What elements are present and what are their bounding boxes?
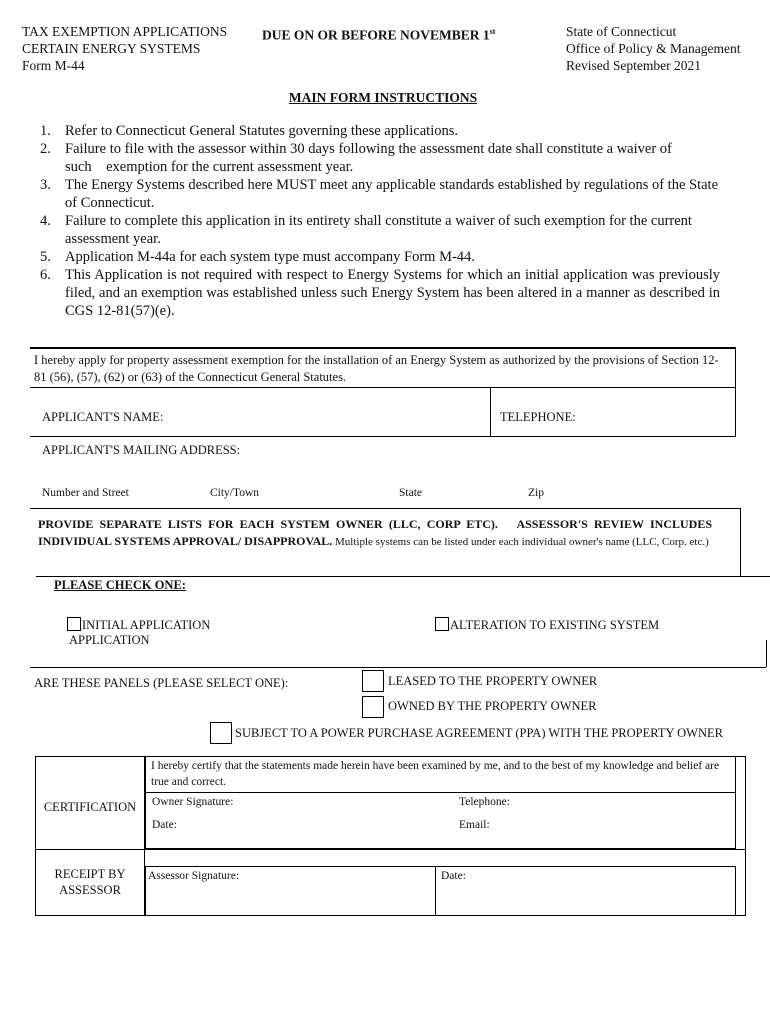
leased-label: LEASED TO THE PROPERTY OWNER [388,674,598,688]
alteration-checkbox[interactable] [435,617,449,631]
telephone-field[interactable]: TELEPHONE: [500,410,576,424]
state-label: State [399,487,422,499]
section-divider [30,508,740,509]
section-divider [30,347,736,349]
instruction-item: 1. Refer to Connecticut General Statutes governing these applications. [40,123,458,139]
section-divider [30,667,766,668]
owner-email-field[interactable]: Email: [459,819,490,831]
form-number: Form M-44 [22,58,85,73]
section-divider [36,576,770,577]
table-divider [35,849,746,850]
instruction-item: 6. This Application is not required with respect to Energy Systems for which an initial application was previously filed, and an exemption was established unless such Energy System has been altered in a manner as described in CGS 12-81(57)(e). [40,267,720,319]
owned-checkbox[interactable] [362,696,384,718]
check-one-label: PLEASE CHECK ONE: [54,578,186,592]
alteration-label: ALTERATION TO EXISTING SYSTEM [450,618,660,632]
application-statement: I hereby apply for property assessment exemption for the installation of an Energy System as authorized by the provisions of Section 12-81 (56), (57), (62) or (63) of the Connecticut General Statutes. [34,353,719,384]
instruction-item: 2. Failure to file with the assessor within 30 days following the assessment date shall constitute a waiver of such exemption for the current assessment year. [40,141,672,175]
receipt-label: RECEIPT BY ASSESSOR [54,867,126,897]
form-header-left [22,23,227,74]
certification-statement: I hereby certify that the statements made herein have been examined by me, and to the best of my knowledge and belief are true and correct. [151,760,720,788]
agency-office: Office of Policy & Management [566,41,741,56]
certification-label: CERTIFICATION [43,800,137,814]
owner-list-instruction: PROVIDE SEPARATE LISTS FOR EACH SYSTEM OWNER (LLC, CORP ETC). ASSESSOR'S REVIEW INCLUDES INDIVIDUAL SYSTEMS APPROVAL/ DISAPPROVAL. Multiple systems can be listed under each individual owner's name (LLC, Corp. etc.) [38,517,712,548]
instructions-list [40,122,720,320]
section-divider [30,436,736,437]
ppa-checkbox[interactable] [210,722,232,744]
revision-date: Revised September 2021 [566,58,701,73]
instructions-title: MAIN FORM INSTRUCTIONS [288,90,478,105]
mailing-address-field[interactable]: APPLICANT'S MAILING ADDRESS: [42,443,241,457]
applicant-name-field[interactable]: APPLICANT'S NAME: [42,410,164,424]
form-subcategory: CERTAIN ENERGY SYSTEMS [22,41,201,56]
form-header-right [566,23,740,74]
leased-checkbox[interactable] [362,670,384,692]
form-border [735,387,736,437]
initial-application-label: INITIAL APPLICATION [82,618,211,632]
agency-state: State of Connecticut [566,24,677,39]
number-street-label: Number and Street [42,487,129,499]
form-border [740,508,741,576]
instruction-item: 3. The Energy Systems described here MUST meet any applicable standards established by regulations of the State of Connecticut. [40,177,719,211]
form-border [766,640,767,667]
form-border [735,347,736,387]
owner-date-field[interactable]: Date: [152,819,177,831]
city-town-label: City/Town [210,487,260,499]
table-divider [145,792,736,793]
section-divider [30,387,736,388]
zip-label: Zip [528,487,544,499]
table-divider [435,866,436,916]
panels-question: ARE THESE PANELS (PLEASE SELECT ONE): [34,676,289,690]
form-category: TAX EXEMPTION APPLICATIONS [22,24,228,39]
assessor-date-field[interactable]: Date: [441,870,466,882]
owner-signature-field[interactable]: Owner Signature: [152,796,234,808]
instruction-item: 5. Application M-44a for each system type must accompany Form M-44. [40,249,475,265]
owner-telephone-field[interactable]: Telephone: [459,796,510,808]
assessor-signature-field[interactable]: Assessor Signature: [148,870,240,882]
initial-application-label-2: APPLICATION [69,633,150,647]
due-date: DUE ON OR BEFORE NOVEMBER 1st [262,27,496,43]
ppa-label: SUBJECT TO A POWER PURCHASE AGREEMENT (PPA) WITH THE PROPERTY OWNER [235,726,723,740]
owned-label: OWNED BY THE PROPERTY OWNER [388,699,597,713]
instruction-item: 4. Failure to complete this application in its entirety shall constitute a waiver of such exemption for the current assessment year. [40,213,692,247]
initial-application-checkbox[interactable] [67,617,81,631]
field-divider [490,387,491,437]
